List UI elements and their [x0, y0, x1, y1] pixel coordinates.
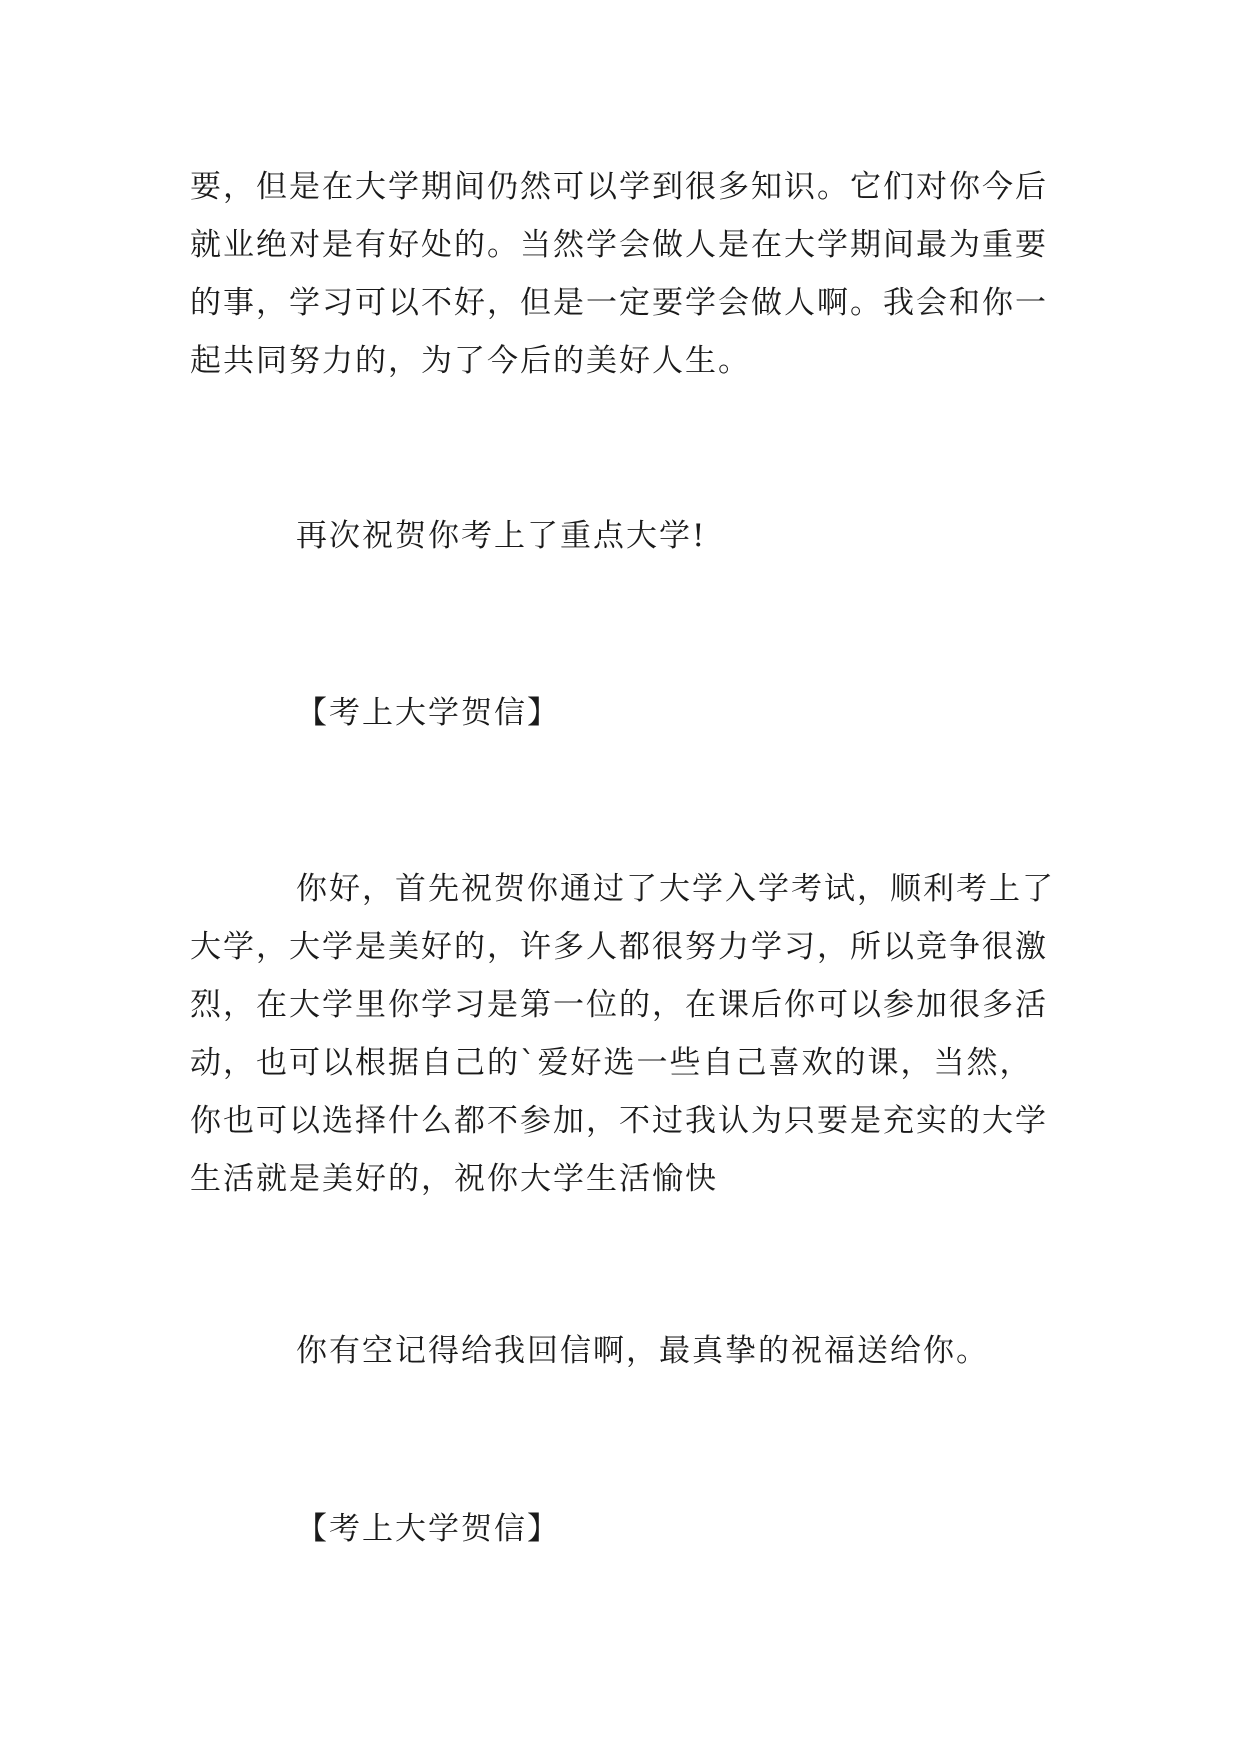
- paragraph-continuation: [190, 158, 1060, 390]
- paragraph-line: 再次祝贺你考上了重点大学!: [296, 518, 707, 554]
- paragraph-line: 生活就是美好的，祝你大学生活愉快: [190, 1161, 718, 1197]
- paragraph-line: 要，但是在大学期间仍然可以学到很多知识。它们对你今后: [190, 169, 1048, 205]
- paragraph-line: 的事，学习可以不好，但是一定要学会做人啊。我会和你一: [190, 285, 1048, 321]
- paragraph-line: 动，也可以根据自己的`爱好选一些自己喜欢的课，当然，: [190, 1045, 1033, 1081]
- paragraph-line: 你有空记得给我回信啊，最真挚的祝福送给你。: [296, 1333, 989, 1369]
- closing-paragraph: [190, 1322, 1060, 1380]
- section-heading: [190, 1500, 1060, 1558]
- paragraph-line: 烈，在大学里你学习是第一位的，在课后你可以参加很多活: [190, 987, 1048, 1023]
- paragraph-line: 大学，大学是美好的，许多人都很努力学习，所以竞争很激: [190, 929, 1048, 965]
- paragraph-line: 你也可以选择什么都不参加，不过我认为只要是充实的大学: [190, 1103, 1048, 1139]
- paragraph-line: 你好，首先祝贺你通过了大学入学考试，顺利考上了: [296, 871, 1055, 907]
- letter-body-paragraph: [190, 860, 1060, 1208]
- congratulation-paragraph: [190, 507, 1060, 565]
- section-heading: [190, 684, 1060, 742]
- paragraph-line: 起共同努力的，为了今后的美好人生。: [190, 343, 751, 379]
- heading-text: 【考上大学贺信】: [296, 695, 560, 731]
- heading-text: 【考上大学贺信】: [296, 1511, 560, 1547]
- paragraph-line: 就业绝对是有好处的。当然学会做人是在大学期间最为重要: [190, 227, 1048, 263]
